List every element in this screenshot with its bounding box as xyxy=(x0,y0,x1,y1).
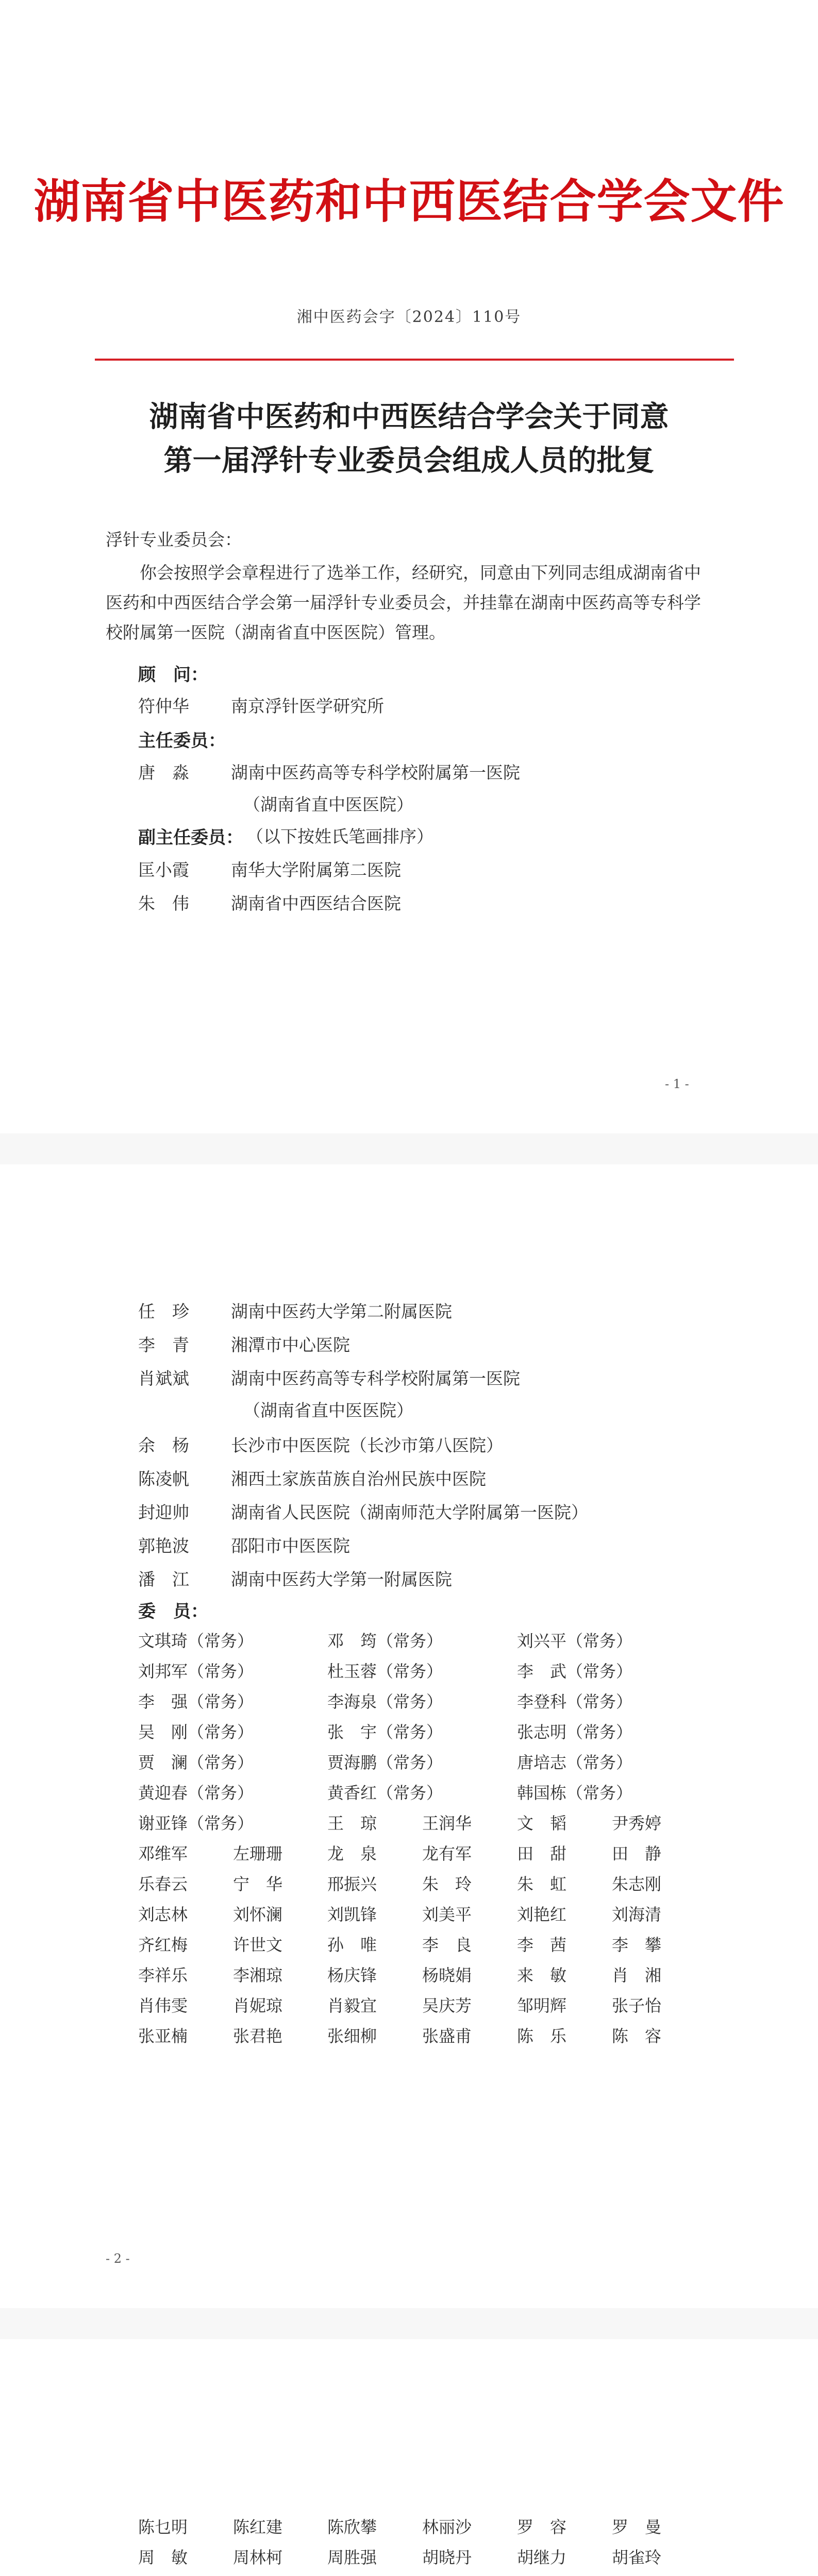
member-name: 胡雀玲 xyxy=(612,2548,662,2567)
advisor-name: 符仲华 xyxy=(138,696,189,716)
member-name: 黄香红（常务） xyxy=(327,1783,443,1803)
vice-chair-sort-note: （以下按姓氏笔画排序） xyxy=(246,826,433,846)
chair-org-note: （湖南省直中医医院） xyxy=(243,794,413,815)
vice-chair-org: 湖南中医药大学第二附属医院 xyxy=(231,1301,452,1321)
chair-label: 主任委员： xyxy=(138,731,226,751)
vice-chair-org: 湖南中医药高等专科学校附属第一医院 xyxy=(231,1368,520,1388)
member-name: 陈 乐 xyxy=(517,2026,567,2046)
member-name: 张亚楠 xyxy=(138,2026,188,2046)
member-name: 邢振兴 xyxy=(327,1874,377,1894)
vice-chair-name: 朱 伟 xyxy=(138,893,189,913)
member-name: 吴 刚（常务） xyxy=(138,1722,254,1742)
member-name: 杜玉蓉（常务） xyxy=(327,1662,443,1681)
member-name: 刘兴平（常务） xyxy=(517,1631,633,1651)
member-name: 陈 容 xyxy=(612,2026,662,2046)
document-title-line-1: 湖南省中医药和中西医结合学会关于同意 xyxy=(149,400,669,434)
member-name: 邓维军 xyxy=(138,1844,188,1863)
member-name: 唐培志（常务） xyxy=(517,1753,633,1772)
member-name: 张志明（常务） xyxy=(517,1722,633,1742)
chair-org: 湖南中医药高等专科学校附属第一医院 xyxy=(231,762,520,783)
member-name: 李 茜 xyxy=(517,1935,567,1955)
member-name: 肖毅宜 xyxy=(327,1996,377,2015)
member-name: 齐红梅 xyxy=(138,1935,188,1955)
member-name: 张 宇（常务） xyxy=(327,1722,443,1742)
chair-name: 唐 淼 xyxy=(138,762,189,783)
member-name: 张盛甫 xyxy=(422,2026,472,2046)
member-name: 许世文 xyxy=(233,1935,283,1955)
body-paragraph: 你会按照学会章程进行了选举工作，经研究，同意由下列同志组成湖南省中医药和中西医结合学会第一届浮针专业委员会，并挂靠在湖南中医药高等专科学校附属第一医院（湖南省直中医医院）管理。 xyxy=(106,563,701,642)
member-name: 韩国栋（常务） xyxy=(517,1783,633,1803)
member-name: 龙有军 xyxy=(422,1844,472,1863)
member-name: 李 攀 xyxy=(612,1935,662,1955)
advisor-label: 顾 问： xyxy=(138,665,208,685)
member-name: 肖伟雯 xyxy=(138,1996,188,2015)
member-name: 张细柳 xyxy=(327,2026,377,2046)
member-name: 周 敏 xyxy=(138,2548,188,2567)
vice-chair-name: 李 青 xyxy=(138,1335,189,1355)
member-name: 周胜强 xyxy=(327,2548,377,2567)
member-name: 邹明辉 xyxy=(517,1996,567,2015)
member-name: 刘美平 xyxy=(422,1905,472,1924)
member-name: 陈乜明 xyxy=(138,2517,188,2537)
member-name: 刘艳红 xyxy=(517,1905,567,1924)
member-name: 王润华 xyxy=(422,1814,472,1833)
page-number-1: - 1 - xyxy=(665,1077,689,1091)
page-number-2: - 2 - xyxy=(106,2251,130,2266)
member-name: 张君艳 xyxy=(233,2026,283,2046)
vice-chair-name: 潘 江 xyxy=(138,1569,189,1589)
member-name: 李 武（常务） xyxy=(517,1662,633,1681)
member-name: 来 敏 xyxy=(517,1965,567,1985)
member-name: 朱 玲 xyxy=(422,1874,472,1894)
member-name: 李海泉（常务） xyxy=(327,1692,443,1711)
vice-chair-org: 湖南省中西医结合医院 xyxy=(231,893,401,913)
member-name: 文琪琦（常务） xyxy=(138,1631,254,1651)
member-name: 刘邦军（常务） xyxy=(138,1662,254,1681)
member-name: 黄迎春（常务） xyxy=(138,1783,254,1803)
member-name: 胡继力 xyxy=(517,2548,567,2567)
member-name: 贾 澜（常务） xyxy=(138,1753,254,1772)
member-name: 刘怀澜 xyxy=(233,1905,283,1924)
member-name: 宁 华 xyxy=(233,1874,283,1894)
member-name: 陈欣攀 xyxy=(327,2517,377,2537)
member-name: 肖妮琼 xyxy=(233,1996,283,2015)
vice-chair-org: 湘潭市中心医院 xyxy=(231,1335,350,1355)
member-name: 朱 虹 xyxy=(517,1874,567,1894)
salutation: 浮针专业委员会： xyxy=(106,530,242,550)
vice-chair-org: 南华大学附属第二医院 xyxy=(231,860,401,880)
page-gap xyxy=(0,2308,818,2339)
members-label: 委 员： xyxy=(138,1601,208,1622)
document-number: 湘中医药会字〔2024〕110号 xyxy=(296,308,522,326)
member-name: 杨晓娟 xyxy=(422,1965,472,1985)
member-name: 肖 湘 xyxy=(612,1965,662,1985)
member-name: 刘海清 xyxy=(612,1905,662,1924)
red-header-rule xyxy=(95,359,734,361)
member-name: 王 琼 xyxy=(327,1814,377,1833)
vice-chair-org: 邵阳市中医医院 xyxy=(231,1536,350,1556)
member-name: 李登科（常务） xyxy=(517,1692,633,1711)
member-name: 文 韬 xyxy=(517,1814,567,1833)
member-name: 孙 唯 xyxy=(327,1935,377,1955)
member-name: 陈红建 xyxy=(233,2517,283,2537)
vice-chair-name: 封迎帅 xyxy=(138,1502,189,1522)
vice-chair-org-note: （湖南省直中医医院） xyxy=(243,1400,413,1420)
member-name: 邓 筠（常务） xyxy=(327,1631,443,1651)
member-name: 杨庆锋 xyxy=(327,1965,377,1985)
member-name: 罗 曼 xyxy=(612,2517,662,2537)
document-title-line-2: 第一届浮针专业委员会组成人员的批复 xyxy=(163,444,655,478)
vice-chair-name: 肖斌斌 xyxy=(138,1368,189,1388)
vice-chair-name: 郭艳波 xyxy=(138,1536,189,1556)
vice-chair-name: 任 珍 xyxy=(138,1301,189,1321)
advisor-org: 南京浮针医学研究所 xyxy=(231,696,384,716)
member-name: 田 甜 xyxy=(517,1844,567,1863)
member-name: 贾海鹏（常务） xyxy=(327,1753,443,1772)
vice-chair-org: 湖南省人民医院（湖南师范大学附属第一医院） xyxy=(231,1502,588,1522)
member-name: 张子怡 xyxy=(612,1996,662,2015)
member-name: 李湘琼 xyxy=(233,1965,283,1985)
member-name: 林丽沙 xyxy=(422,2517,472,2537)
vice-chair-org: 湘西土家族苗族自治州民族中医院 xyxy=(231,1469,486,1489)
document-header-title: 湖南省中医药和中西医结合学会文件 xyxy=(34,174,784,229)
member-name: 周林柯 xyxy=(233,2548,283,2567)
vice-chair-org: 湖南中医药大学第一附属医院 xyxy=(231,1569,452,1589)
member-name: 李祥乐 xyxy=(138,1965,188,1985)
page-gap xyxy=(0,1133,818,1164)
vice-chair-org: 长沙市中医医院（长沙市第八医院） xyxy=(231,1435,503,1455)
member-name: 尹秀婷 xyxy=(612,1814,662,1833)
member-name: 谢亚锋（常务） xyxy=(138,1814,254,1833)
member-name: 左珊珊 xyxy=(233,1844,283,1863)
member-name: 龙 泉 xyxy=(327,1844,377,1863)
vice-chair-name: 匡小霞 xyxy=(138,860,189,880)
member-name: 吴庆芳 xyxy=(422,1996,472,2015)
member-name: 乐春云 xyxy=(138,1874,188,1894)
member-name: 刘凯锋 xyxy=(327,1905,377,1924)
member-name: 胡晓丹 xyxy=(422,2548,472,2567)
member-name: 罗 容 xyxy=(517,2517,567,2537)
member-name: 李 强（常务） xyxy=(138,1692,254,1711)
member-name: 刘志林 xyxy=(138,1905,188,1924)
member-name: 田 静 xyxy=(612,1844,662,1863)
member-name: 李 良 xyxy=(422,1935,472,1955)
vice-chair-name: 陈凌帆 xyxy=(138,1469,189,1489)
vice-chair-label: 副主任委员： xyxy=(138,827,243,848)
vice-chair-name: 余 杨 xyxy=(138,1435,189,1455)
member-name: 朱志刚 xyxy=(612,1874,662,1894)
